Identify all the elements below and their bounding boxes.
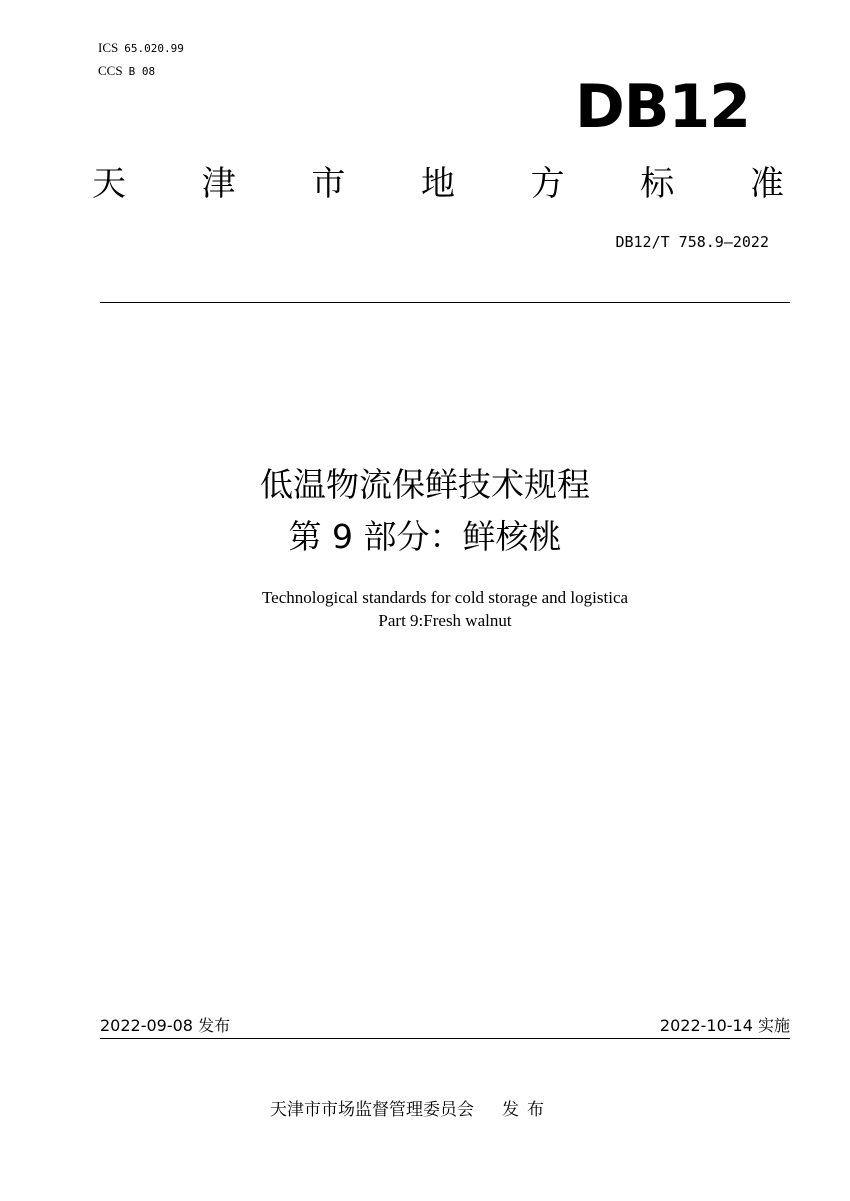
standard-type-char: 天: [92, 164, 126, 204]
standard-type-char: 标: [640, 164, 675, 204]
brand-code: DB12: [574, 72, 750, 142]
standard-type-char: 方: [530, 164, 565, 204]
ics-code: [98, 40, 184, 57]
ccs-value: B 08: [128, 65, 156, 78]
document-title: 低温物流保鲜技术规程: [260, 465, 590, 504]
issuer-name: 天津市市场监督管理委员会: [270, 1100, 474, 1120]
ics-label: ICS: [98, 40, 119, 55]
ccs-label: CCS: [98, 63, 123, 78]
footer-divider: [100, 1038, 790, 1039]
standard-type-char: 地: [420, 164, 455, 204]
ics-value: 65.020.99: [124, 42, 184, 55]
english-title: Technological standards for cold storage and logistica: [261, 588, 629, 607]
english-subtitle: Part 9:Fresh walnut: [378, 611, 512, 630]
issue-date: 2022-09-08 发布: [100, 1016, 231, 1035]
issuer-action: 发布: [502, 1100, 552, 1120]
standard-type-char: 津: [201, 164, 236, 204]
issuer: [270, 1098, 552, 1122]
standard-number: DB12/T 758.9—2022: [615, 233, 769, 251]
standard-type-char: 市: [311, 164, 346, 204]
header-divider: [100, 302, 790, 303]
document-subtitle: 第 9 部分：鲜核桃: [288, 517, 562, 556]
standard-type-char: 准: [749, 164, 784, 204]
ccs-code: [98, 63, 155, 80]
standard-type: [92, 162, 784, 206]
implementation-date: 2022-10-14 实施: [659, 1016, 790, 1035]
